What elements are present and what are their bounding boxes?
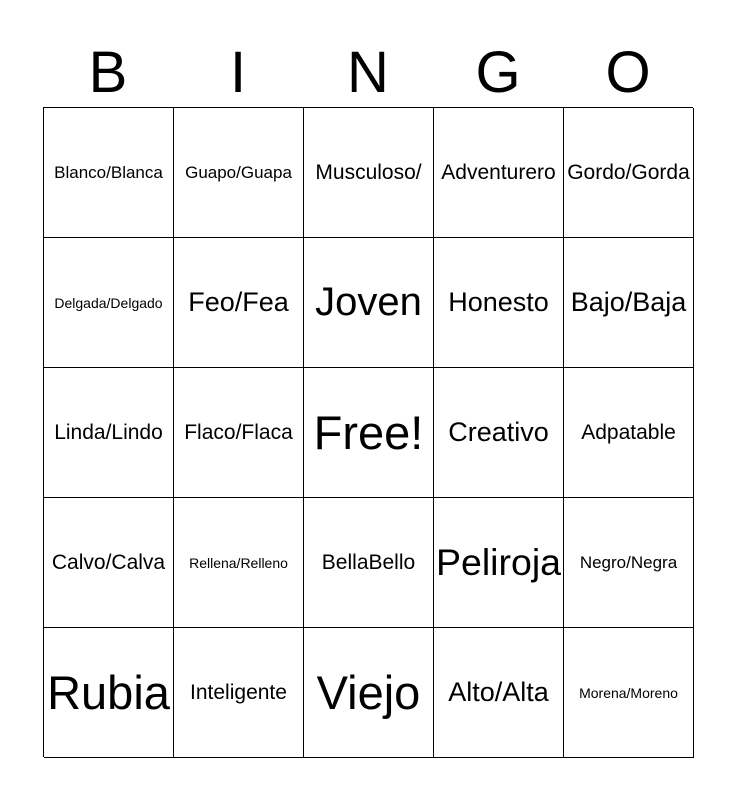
bingo-cell[interactable] bbox=[174, 238, 304, 368]
bingo-cell[interactable] bbox=[304, 498, 434, 628]
bingo-board bbox=[43, 107, 693, 757]
bingo-cell[interactable] bbox=[44, 108, 174, 238]
bingo-cell-label: Viejo bbox=[316, 666, 421, 719]
bingo-cell[interactable] bbox=[44, 628, 174, 758]
header-letter-i: I bbox=[229, 40, 247, 105]
bingo-cell-label: Creativo bbox=[448, 417, 549, 447]
header-letter-n: N bbox=[347, 40, 389, 105]
bingo-cell[interactable] bbox=[304, 238, 434, 368]
bingo-cell-label: Free! bbox=[313, 406, 424, 459]
bingo-cell-label: Negro/Negra bbox=[579, 552, 678, 572]
bingo-cell-label: Peliroja bbox=[435, 541, 562, 583]
bingo-cell-label: Joven bbox=[315, 280, 422, 324]
bingo-cell[interactable] bbox=[174, 368, 304, 498]
free-space-cell[interactable] bbox=[304, 368, 434, 498]
bingo-cell[interactable] bbox=[304, 108, 434, 238]
bingo-cell-label: Adventurero bbox=[441, 160, 556, 184]
bingo-cell-label: Honesto bbox=[448, 287, 549, 317]
bingo-cell-label: Flaco/Flaca bbox=[184, 420, 293, 444]
bingo-cell-label: Feo/Fea bbox=[188, 287, 289, 317]
header-letter-o: O bbox=[605, 40, 651, 105]
bingo-cell[interactable] bbox=[564, 628, 694, 758]
bingo-cell[interactable] bbox=[174, 108, 304, 238]
bingo-cell-label: Rellena/Relleno bbox=[189, 554, 288, 571]
bingo-cell[interactable] bbox=[44, 498, 174, 628]
bingo-cell[interactable] bbox=[44, 238, 174, 368]
bingo-cell-label: Gordo/Gorda bbox=[567, 160, 690, 184]
bingo-cell[interactable] bbox=[434, 108, 564, 238]
header-letter-b: B bbox=[88, 40, 128, 105]
header-letter-g: G bbox=[475, 40, 521, 105]
bingo-header bbox=[43, 38, 693, 108]
bingo-cell-label: Rubia bbox=[47, 666, 170, 719]
bingo-cell-label: Musculoso/ bbox=[315, 160, 422, 184]
bingo-cell[interactable] bbox=[44, 368, 174, 498]
bingo-cell[interactable] bbox=[564, 108, 694, 238]
bingo-cell[interactable] bbox=[434, 628, 564, 758]
bingo-cell-label: Calvo/Calva bbox=[51, 550, 166, 574]
bingo-cell[interactable] bbox=[434, 498, 564, 628]
bingo-cell-label: Adpatable bbox=[581, 420, 676, 444]
bingo-cell[interactable] bbox=[564, 498, 694, 628]
bingo-cell-label: BellaBello bbox=[321, 550, 416, 574]
bingo-cell[interactable] bbox=[564, 368, 694, 498]
bingo-cell-label: Alto/Alta bbox=[448, 677, 549, 707]
bingo-cell-label: Blanco/Blanca bbox=[54, 162, 163, 182]
bingo-cell[interactable] bbox=[304, 628, 434, 758]
bingo-cell[interactable] bbox=[174, 628, 304, 758]
bingo-cell-label: Inteligente bbox=[190, 680, 287, 704]
bingo-cell[interactable] bbox=[434, 368, 564, 498]
bingo-cell-label: Linda/Lindo bbox=[54, 420, 163, 444]
bingo-cell-label: Guapo/Guapa bbox=[185, 162, 292, 182]
bingo-cell-label: Delgada/Delgado bbox=[54, 294, 163, 311]
bingo-cell[interactable] bbox=[174, 498, 304, 628]
bingo-cell[interactable] bbox=[434, 238, 564, 368]
bingo-cell-label: Bajo/Baja bbox=[570, 287, 687, 317]
bingo-cell[interactable] bbox=[564, 238, 694, 368]
bingo-cell-label: Morena/Moreno bbox=[579, 684, 678, 701]
